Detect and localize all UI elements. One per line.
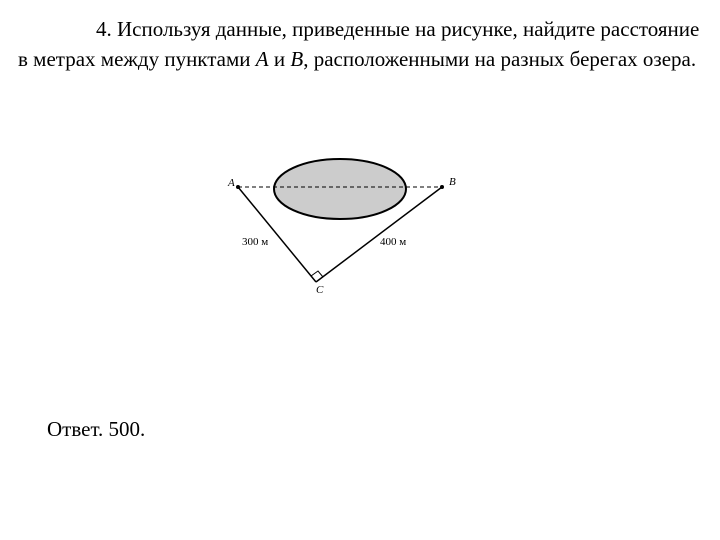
problem-conjunction: и — [268, 47, 291, 71]
label-side-ac: 300 м — [242, 236, 269, 248]
point-a-name: A — [255, 47, 269, 71]
label-b: B — [449, 176, 456, 188]
point-b-dot — [440, 185, 444, 189]
lake — [274, 159, 406, 219]
label-a: A — [228, 177, 235, 189]
problem-text-part1: Используя данные, приведенные на рисунке, найдите расстояние в метрах между пунктами — [18, 17, 700, 71]
point-a-dot — [236, 185, 240, 189]
problem-text-part2: , расположенными на разных берегах озера. — [303, 47, 697, 71]
label-side-bc: 400 м — [380, 236, 407, 248]
answer: Ответ. 500. — [47, 417, 146, 441]
problem-number: 4. — [96, 17, 112, 41]
point-b-name: B — [290, 47, 304, 71]
label-c: C — [316, 284, 324, 296]
right-angle-mark — [311, 271, 323, 277]
